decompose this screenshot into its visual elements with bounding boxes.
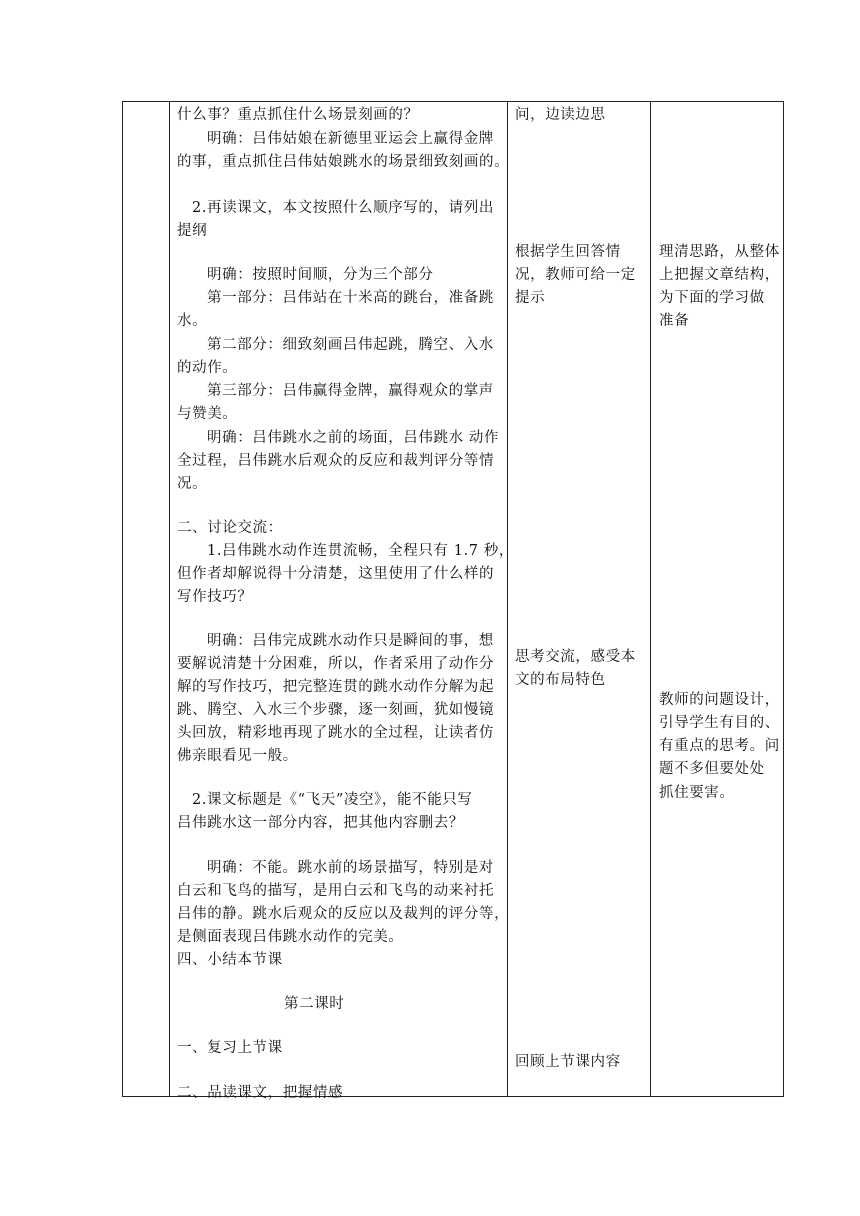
- text-line: 明确：吕伟完成跳水动作只是瞬间的事，想: [207, 633, 494, 649]
- text-line: 全过程，吕伟跳水后观众的反应和裁判评分等情: [177, 453, 495, 469]
- text-line: 问，边读边思: [515, 107, 606, 123]
- text-line: 但作者却解说得十分清楚，这里使用了什么样的: [177, 566, 495, 582]
- text-line: 第一部分：吕伟站在十米高的跳台，准备跳: [207, 290, 494, 306]
- text-line: 明确：吕伟姑娘在新德里亚运会上赢得金牌: [207, 131, 494, 147]
- text-line: 1.吕伟跳水动作连贯流畅，全程只有 1.7 秒，: [207, 543, 515, 559]
- text-line: 头回放，精彩地再现了跳水的全过程，让读者仿: [177, 725, 495, 741]
- text-line: 吕伟的静。跳水后观众的反应以及裁判的评分等，: [177, 906, 510, 922]
- text-line: 明确：吕伟跳水之前的场面，吕伟跳水 动作: [207, 430, 500, 446]
- column-divider: [507, 102, 508, 1096]
- section-heading: 二、品读课文，把握情感: [177, 1085, 344, 1101]
- text-line: 佛亲眼看见一般。: [177, 748, 298, 764]
- text-line: 提纲: [177, 223, 208, 239]
- text-line: 白云和飞鸟的描写，是用白云和飞鸟的动来衬托: [177, 883, 495, 899]
- text-line: 明确：不能。跳水前的场景描写，特别是对: [207, 860, 494, 876]
- text-line: 2.再读课文，本文按照什么顺序写的，请列出: [192, 200, 494, 216]
- lesson-period-heading: 第二课时: [284, 996, 345, 1012]
- text-line: 第三部分：吕伟赢得金牌，赢得观众的掌声: [207, 383, 494, 399]
- text-line: 引导学生有目的、: [659, 715, 780, 731]
- text-line: 回顾上节课内容: [515, 1054, 621, 1070]
- text-line: 况，教师可给一定: [515, 267, 636, 283]
- text-line: 抓住要害。: [659, 785, 735, 801]
- text-line: 与赞美。: [177, 406, 238, 422]
- text-line: 文的布局特色: [515, 672, 606, 688]
- text-line: 准备: [659, 313, 690, 329]
- text-line: 跳、腾空、入水三个步骤，逐一刻画，犹如慢镜: [177, 702, 495, 718]
- text-line: 要解说清楚十分困难，所以，作者采用了动作分: [177, 656, 495, 672]
- text-line: 2.课文标题是《“飞天”凌空》，能不能只写: [192, 792, 473, 808]
- text-line: 什么事？重点抓住什么场景刻画的？: [177, 107, 419, 123]
- text-line: 上把握文章结构，: [659, 267, 780, 283]
- text-line: 是侧面表现吕伟跳水动作的完美。: [177, 929, 404, 945]
- column-divider: [169, 102, 170, 1096]
- text-line: 吕伟跳水这一部分内容，把其他内容删去？: [177, 815, 464, 831]
- text-line: 写作技巧？: [177, 589, 253, 605]
- text-line: 理清思路，从整体: [659, 244, 780, 260]
- section-heading: 四、小结本节课: [177, 952, 283, 968]
- text-line: 有重点的思考。问: [659, 738, 780, 754]
- column-divider: [650, 102, 651, 1096]
- text-line: 根据学生回答情: [515, 244, 621, 260]
- text-line: 的事，重点抓住吕伟姑娘跳水的场景细致刻画的。: [177, 154, 510, 170]
- text-line: 提示: [515, 290, 546, 306]
- text-line: 题不多但要处处: [659, 761, 765, 777]
- text-line: 明确：按照时间顺，分为三个部分: [207, 267, 434, 283]
- section-heading: 一、复习上节课: [177, 1040, 283, 1056]
- text-line: 况。: [177, 476, 208, 492]
- text-line: 第二部分：细致刻画吕伟起跳，腾空、入水: [207, 337, 494, 353]
- text-line: 解的写作技巧，把完整连贯的跳水动作分解为起: [177, 679, 495, 695]
- text-line: 水。: [177, 313, 208, 329]
- text-line: 为下面的学习做: [659, 290, 765, 306]
- text-line: 教师的问题设计，: [659, 692, 780, 708]
- text-line: 思考交流，感受本: [515, 649, 636, 665]
- text-line: 的动作。: [177, 360, 238, 376]
- section-heading: 二、讨论交流：: [177, 520, 283, 536]
